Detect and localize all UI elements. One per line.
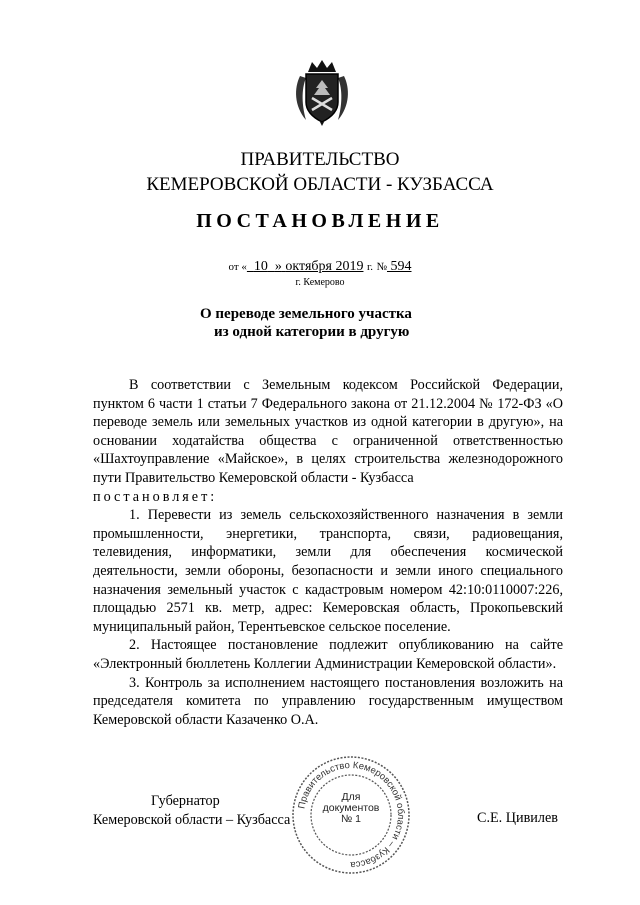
signatory-name: С.Е. Цивилев	[477, 810, 558, 826]
item-1: 1. Перевести из земель сельскохозяйственного назначения в земли промышленности, энергетики, транспорта, связи, радиовещания, телевидения, информатики, земли для обеспечения космической деятельности, земли обороны, безопасности и земли иного специального назначения земельный участок с кадастровым номером 42:10:0110007:226, площадью 2571 кв. метр, адрес: Кемеровская область, Прокопьевский муниципальный район, Терентьевское сельское поселение.	[93, 507, 563, 635]
date-day: 10	[253, 259, 268, 274]
org-name-line2: КЕМЕРОВСКОЙ ОБЛАСТИ - КУЗБАССА	[146, 174, 494, 195]
signatory-title	[93, 792, 290, 829]
stamp-line1: Для	[341, 791, 361, 803]
city-name: г. Кемерово	[295, 277, 345, 288]
date-month-year: октября 2019	[285, 259, 364, 274]
number-sign: №	[376, 261, 387, 273]
coat-of-arms-emblem	[292, 58, 352, 128]
stamp-line3: № 1	[340, 813, 362, 825]
stamp-line2: документов	[322, 802, 380, 814]
document-number: 594	[390, 259, 412, 274]
document-subject	[200, 305, 460, 341]
subject-line2: из одной категории в другую	[214, 324, 410, 340]
stamp-center-text	[290, 792, 412, 825]
date-number-line	[0, 259, 640, 275]
document-body	[93, 376, 563, 729]
date-close-quote: »	[274, 259, 282, 274]
signatory-title-line1: Губернатор	[151, 793, 220, 809]
org-name-line1: ПРАВИТЕЛЬСТВО	[240, 149, 400, 170]
signatory-title-line2: Кемеровской области – Кузбасса	[93, 811, 291, 828]
item-2: 2. Настоящее постановление подлежит опубликованию на сайте «Электронный бюллетень Коллегии Администрации Кемеровской области».	[93, 637, 563, 672]
date-prefix: от «	[228, 261, 247, 273]
stamp-ring-text: Правительство Кемеровской области – Кузбасса	[296, 759, 407, 871]
subject-line1: О переводе земельного участка	[200, 306, 412, 322]
item-3: 3. Контроль за исполнением настоящего постановления возложить на председателя комитета по управлению государственным имуществом Кемеровской области Казаченко О.А.	[93, 674, 563, 728]
document-type-title: ПОСТАНОВЛЕНИЕ	[196, 210, 444, 232]
decree-word: постановляет:	[93, 488, 218, 505]
intro-paragraph: В соответствии с Земельным кодексом Российской Федерации, пунктом 6 части 1 статьи 7 Федерального закона от 21.12.2004 № 172-ФЗ «О переводе земель или земельных участков из одной категории в другую», на основании ходатайства общества с ограниченной ответственностью «Шахтоуправление «Майское», в целях строительства железнодорожного пути Правительство Кемеровской области - Кузбасса	[93, 377, 563, 486]
date-year-suffix: г.	[366, 261, 373, 273]
